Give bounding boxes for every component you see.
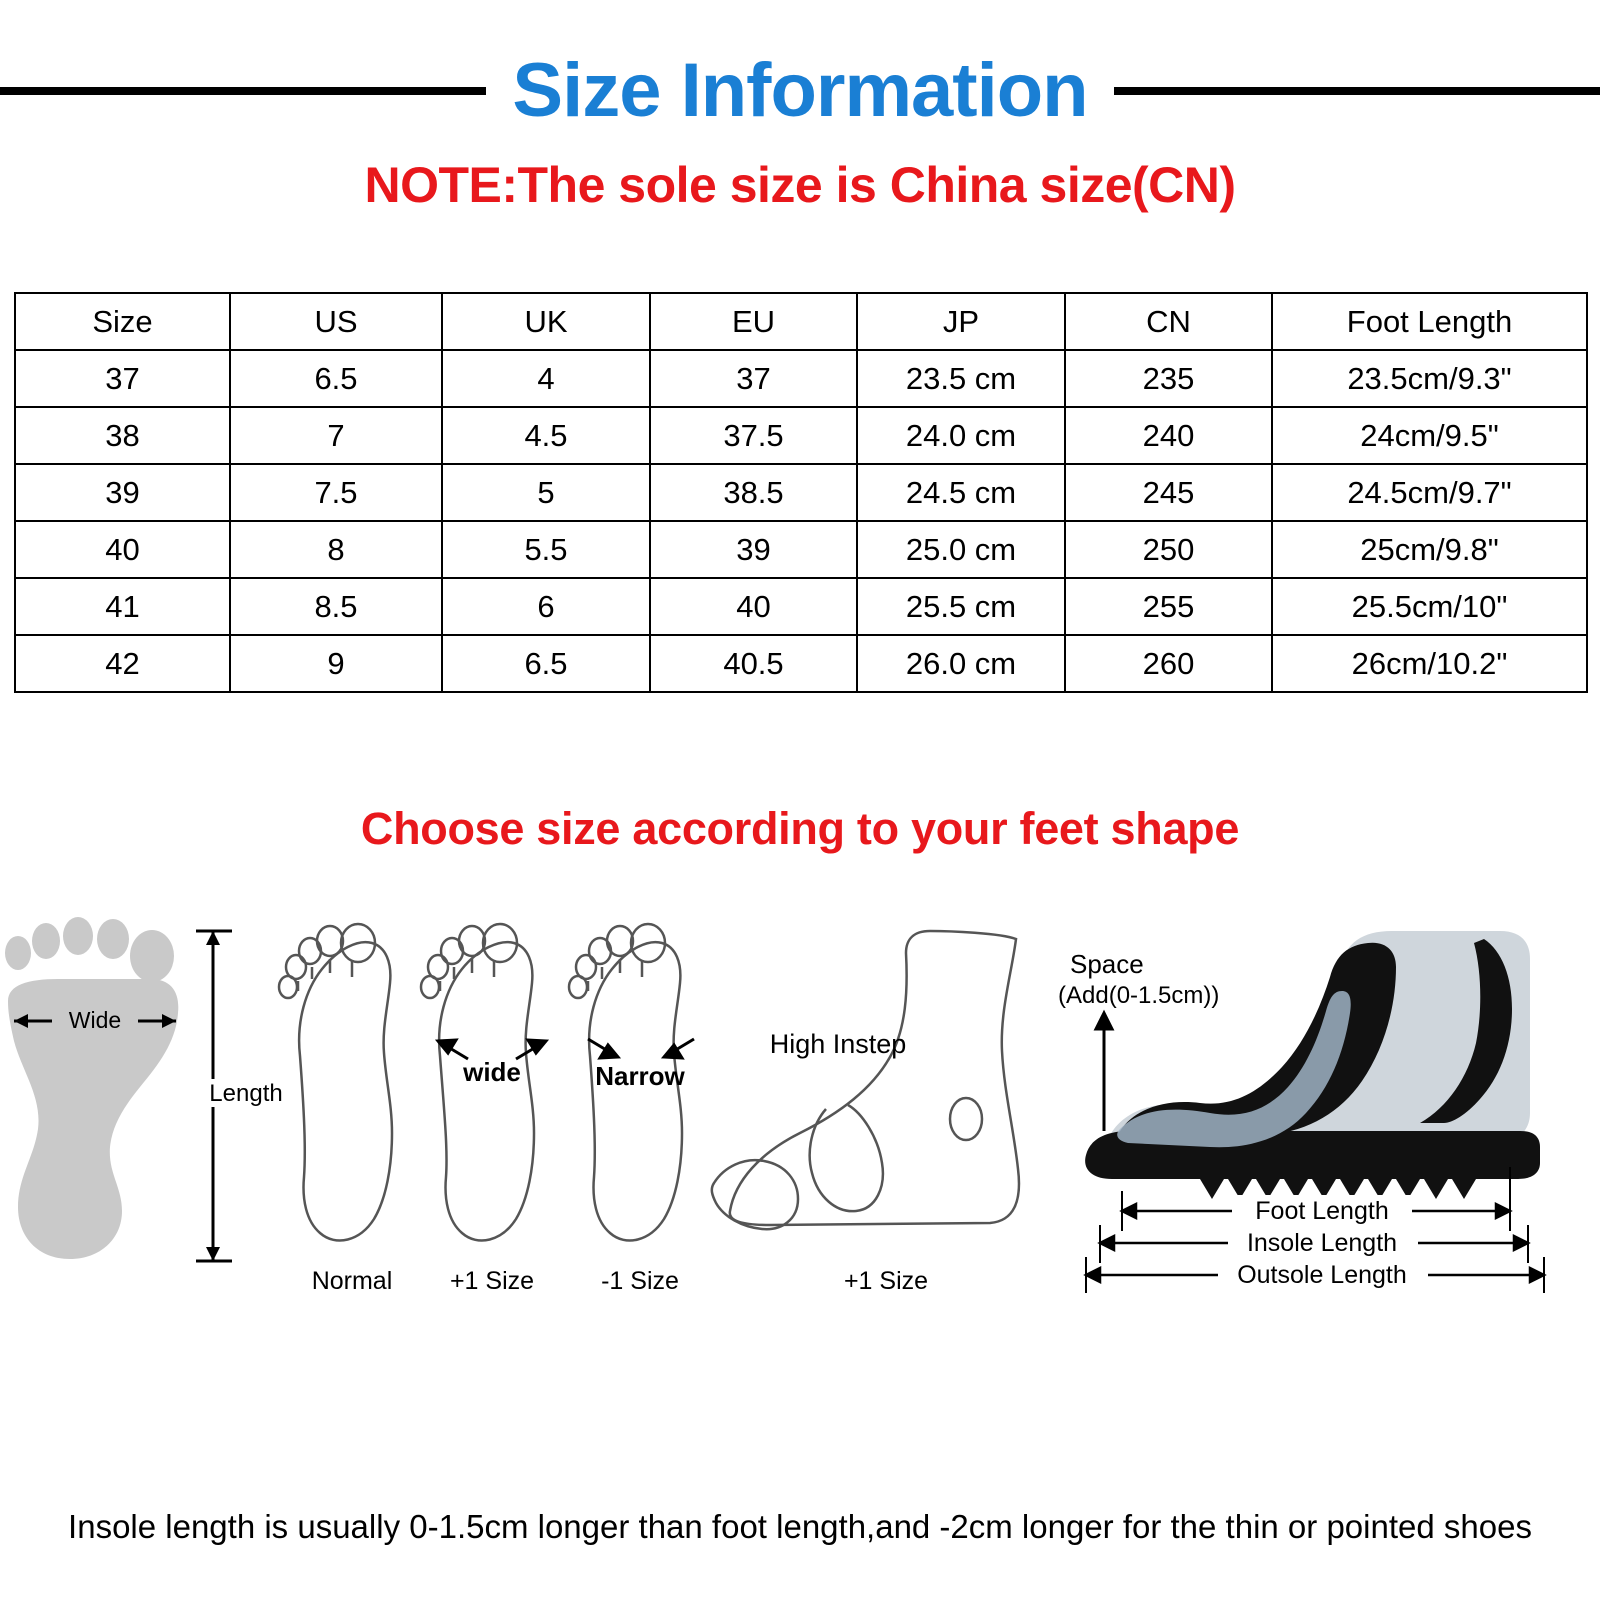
narrow-foot-caption: -1 Size	[601, 1267, 679, 1295]
table-cell: 25cm/9.8"	[1272, 521, 1587, 578]
normal-foot-caption: Normal	[311, 1267, 393, 1295]
table-cell: 250	[1065, 521, 1272, 578]
table-cell: 41	[15, 578, 230, 635]
table-cell: 7	[230, 407, 442, 464]
table-cell: 7.5	[230, 464, 442, 521]
table-header-row	[15, 293, 1587, 350]
insole-length-label: Insole Length	[1246, 1229, 1398, 1257]
table-cell: 23.5 cm	[857, 350, 1065, 407]
table-cell: 4	[442, 350, 650, 407]
table-cell: 6	[442, 578, 650, 635]
high-instep-caption: +1 Size	[843, 1267, 929, 1295]
table-cell: 39	[15, 464, 230, 521]
table-cell: 260	[1065, 635, 1272, 692]
high-instep-diagram	[712, 931, 1019, 1229]
space-arrow-icon	[1096, 1013, 1112, 1131]
table-cell: 23.5cm/9.3"	[1272, 350, 1587, 407]
size-note: NOTE:The sole size is China size(CN)	[364, 157, 1236, 213]
table-cell: 42	[15, 635, 230, 692]
table-row	[15, 578, 1587, 635]
column-header: CN	[1065, 293, 1272, 350]
space-label: Space	[1070, 949, 1144, 979]
table-cell: 25.0 cm	[857, 521, 1065, 578]
table-cell: 24cm/9.5"	[1272, 407, 1587, 464]
table-cell: 37	[15, 350, 230, 407]
size-table	[14, 292, 1588, 693]
space-sub-label: (Add(0-1.5cm))	[1058, 982, 1220, 1009]
wide-foot-caption: +1 Size	[449, 1267, 535, 1295]
table-cell: 39	[650, 521, 857, 578]
table-cell: 37.5	[650, 407, 857, 464]
column-header: EU	[650, 293, 857, 350]
narrow-arrows	[588, 1039, 694, 1058]
table-row	[15, 521, 1587, 578]
column-header: JP	[857, 293, 1065, 350]
table-cell: 40	[15, 521, 230, 578]
table-cell: 245	[1065, 464, 1272, 521]
table-cell: 40.5	[650, 635, 857, 692]
table-cell: 24.5cm/9.7"	[1272, 464, 1587, 521]
table-cell: 24.0 cm	[857, 407, 1065, 464]
table-cell: 9	[230, 635, 442, 692]
column-header: UK	[442, 293, 650, 350]
table-cell: 255	[1065, 578, 1272, 635]
footer-note: Insole length is usually 0-1.5cm longer than foot length,and -2cm longer for the thin or pointed shoes	[68, 1508, 1532, 1545]
table-cell: 5	[442, 464, 650, 521]
table-cell: 26.0 cm	[857, 635, 1065, 692]
outsole-length-label: Outsole Length	[1237, 1261, 1407, 1289]
foot-length-label: Foot Length	[1255, 1197, 1389, 1225]
table-cell: 37	[650, 350, 857, 407]
table-cell: 40	[650, 578, 857, 635]
shoe-length-diagram	[1085, 931, 1540, 1199]
table-cell: 6.5	[230, 350, 442, 407]
table-cell: 5.5	[442, 521, 650, 578]
size-table-wrapper	[14, 292, 1586, 693]
table-cell: 8	[230, 521, 442, 578]
column-header: US	[230, 293, 442, 350]
title-row	[0, 48, 1600, 134]
table-cell: 240	[1065, 407, 1272, 464]
foot-shape-diagrams	[0, 881, 1600, 1301]
narrow-arrow-label: Narrow	[595, 1061, 685, 1091]
table-cell: 4.5	[442, 407, 650, 464]
column-header: Size	[15, 293, 230, 350]
table-cell: 25.5cm/10"	[1272, 578, 1587, 635]
wide-label: Wide	[68, 1007, 122, 1033]
table-cell: 6.5	[442, 635, 650, 692]
table-cell: 235	[1065, 350, 1272, 407]
diagram-svg	[0, 881, 1600, 1301]
table-row	[15, 635, 1587, 692]
table-cell: 24.5 cm	[857, 464, 1065, 521]
table-row	[15, 407, 1587, 464]
table-cell: 8.5	[230, 578, 442, 635]
table-cell: 38	[15, 407, 230, 464]
wide-arrow-label: wide	[463, 1057, 521, 1087]
table-cell: 26cm/10.2"	[1272, 635, 1587, 692]
footprint-measure-diagram	[5, 917, 296, 1261]
page-header	[0, 0, 1600, 214]
table-cell: 38.5	[650, 464, 857, 521]
high-instep-label: High Instep	[769, 1029, 907, 1059]
section-heading: Choose size according to your feet shape	[360, 803, 1240, 854]
length-label: Length	[209, 1080, 283, 1107]
page-title: Size Information	[486, 48, 1113, 134]
table-row	[15, 350, 1587, 407]
table-cell: 25.5 cm	[857, 578, 1065, 635]
table-row	[15, 464, 1587, 521]
column-header: Foot Length	[1272, 293, 1587, 350]
